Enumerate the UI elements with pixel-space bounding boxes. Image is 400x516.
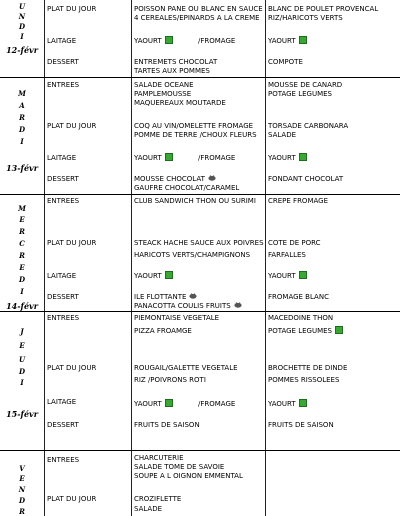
day-letter: A bbox=[19, 101, 25, 110]
day-letter: J bbox=[20, 327, 24, 336]
category-label-plat: PLAT DU JOUR bbox=[47, 239, 97, 247]
menu-item bbox=[134, 293, 197, 302]
menu-item: COMPOTE bbox=[268, 58, 303, 66]
menu-item bbox=[268, 327, 343, 336]
menu-item: CHARCUTERIE bbox=[134, 454, 184, 462]
day-letter: R bbox=[19, 507, 25, 516]
menu-item: POMMES RISSOLEES bbox=[268, 376, 340, 384]
menu-item: BLANC DE POULET PROVENCAL bbox=[268, 5, 379, 13]
day-letter: D bbox=[18, 125, 26, 134]
menu-item: RIZ/HARICOTS VERTS bbox=[268, 14, 343, 22]
menu-item: BROCHETTE DE DINDE bbox=[268, 364, 348, 372]
category-label-dessert: DESSERT bbox=[47, 293, 79, 301]
day-letter: I bbox=[20, 378, 24, 387]
menu-item: 4 CEREALES/EPINARDS A LA CREME bbox=[134, 14, 260, 22]
vegetarian-badge-icon bbox=[299, 271, 307, 279]
menu-item: FROMAGE BLANC bbox=[268, 293, 329, 301]
day-name-vertical bbox=[0, 451, 44, 516]
menu-item: CLUB SANDWICH THON OU SURIMI bbox=[134, 197, 256, 205]
category-label-entrees: ENTREES bbox=[47, 314, 80, 322]
day-block-lundi bbox=[0, 0, 400, 77]
day-letter: M bbox=[18, 204, 26, 213]
day-letter: I bbox=[20, 287, 24, 296]
menu-item-text: MOUSSE CHOCOLAT bbox=[134, 175, 205, 183]
menu-item: /FROMAGE bbox=[198, 154, 236, 162]
menu-item bbox=[268, 37, 307, 46]
pork-icon bbox=[234, 302, 242, 308]
day-name-vertical bbox=[0, 195, 44, 311]
day-letter: D bbox=[18, 22, 26, 31]
menu-item-text: POTAGE LEGUMES bbox=[268, 327, 332, 335]
category-label-laitage: LAITAGE bbox=[47, 398, 77, 406]
menu-item: PIEMONTAISE VEGETALE bbox=[134, 314, 220, 322]
menu-item: SALADE bbox=[134, 505, 163, 513]
day-letter: E bbox=[19, 263, 25, 272]
menu-item bbox=[134, 37, 173, 46]
day-letter: C bbox=[19, 239, 25, 248]
menu-item: POTAGE LEGUMES bbox=[268, 90, 332, 98]
day-date: 14-févr bbox=[6, 301, 38, 311]
day-letter: D bbox=[18, 367, 26, 376]
menu-item bbox=[134, 400, 173, 409]
menu-item: CREPE FROMAGE bbox=[268, 197, 328, 205]
menu-item-text: YAOURT bbox=[134, 37, 162, 45]
day-letter: M bbox=[18, 89, 26, 98]
menu-item: GAUFRE CHOCOLAT/CARAMEL bbox=[134, 184, 240, 192]
menu-item bbox=[134, 154, 173, 163]
menu-item: TARTES AUX POMMES bbox=[134, 67, 210, 75]
pork-icon bbox=[189, 293, 197, 299]
menu-item: PIZZA FROAMGE bbox=[134, 327, 192, 335]
category-label-dessert: DESSERT bbox=[47, 421, 79, 429]
day-letter: V bbox=[19, 464, 25, 473]
vegetarian-badge-icon bbox=[299, 153, 307, 161]
menu-item: PAMPLEMOUSSE bbox=[134, 90, 192, 98]
day-block-mardi bbox=[0, 77, 400, 194]
menu-item: HARICOTS VERTS/CHAMPIGNONS bbox=[134, 251, 251, 259]
menu-item: CROZIFLETTE bbox=[134, 495, 182, 503]
day-letter: R bbox=[19, 251, 25, 260]
menu-item: FRUITS DE SAISON bbox=[134, 421, 200, 429]
menu-item: COQ AU VIN/OMELETTE FROMAGE bbox=[134, 122, 254, 130]
menu-item: FARFALLES bbox=[268, 251, 306, 259]
menu-item: SOUPE A L OIGNON EMMENTAL bbox=[134, 472, 243, 480]
day-date: 12-févr bbox=[6, 45, 38, 55]
menu-item: POMME DE TERRE /CHOUX FLEURS bbox=[134, 131, 257, 139]
day-letter: U bbox=[18, 2, 26, 11]
menu-item: /FROMAGE bbox=[198, 37, 236, 45]
category-label-plat: PLAT DU JOUR bbox=[47, 364, 97, 372]
category-label-plat: PLAT DU JOUR bbox=[47, 5, 97, 13]
day-block-vendredi bbox=[0, 450, 400, 516]
category-label-laitage: LAITAGE bbox=[47, 37, 77, 45]
category-label-laitage: LAITAGE bbox=[47, 272, 77, 280]
vegetarian-badge-icon bbox=[165, 399, 173, 407]
category-label-entrees: ENTREES bbox=[47, 197, 80, 205]
day-letter: U bbox=[18, 355, 26, 364]
category-label-plat: PLAT DU JOUR bbox=[47, 495, 97, 503]
vegetarian-badge-icon bbox=[165, 153, 173, 161]
day-name-vertical bbox=[0, 0, 44, 77]
menu-item: SALADE bbox=[268, 131, 297, 139]
menu-item: SALADE OCEANE bbox=[134, 81, 194, 89]
category-label-dessert: DESSERT bbox=[47, 175, 79, 183]
menu-item: MACEDOINE THON bbox=[268, 314, 334, 322]
day-letter: E bbox=[19, 341, 25, 350]
day-letter: E bbox=[19, 474, 25, 483]
day-letter: N bbox=[18, 12, 26, 21]
menu-item bbox=[268, 154, 307, 163]
vegetarian-badge-icon bbox=[299, 399, 307, 407]
menu-item-text: ILE FLOTTANTE bbox=[134, 293, 187, 301]
day-letter: R bbox=[19, 113, 25, 122]
menu-item-text: YAOURT bbox=[134, 400, 162, 408]
menu-item: RIZ /POIVRONS ROTI bbox=[134, 376, 206, 384]
day-letter: I bbox=[20, 137, 24, 146]
menu-item: SALADE TOME DE SAVOIE bbox=[134, 463, 225, 471]
day-name-vertical bbox=[0, 78, 44, 194]
menu-item-text: YAOURT bbox=[268, 272, 296, 280]
menu-item-text: YAOURT bbox=[268, 37, 296, 45]
menu-item: /FROMAGE bbox=[198, 400, 236, 408]
menu-item-text: PANACOTTA COULIS FRUITS bbox=[134, 302, 231, 310]
pork-icon bbox=[208, 175, 216, 181]
menu-item: STEACK HACHE SAUCE AUX POIVRES bbox=[134, 239, 264, 247]
menu-item bbox=[134, 272, 173, 281]
menu-item: ENTREMETS CHOCOLAT bbox=[134, 58, 218, 66]
day-letter: I bbox=[20, 32, 24, 41]
category-label-laitage: LAITAGE bbox=[47, 154, 77, 162]
day-letter: D bbox=[18, 275, 26, 284]
day-letter: D bbox=[18, 496, 26, 505]
vegetarian-badge-icon bbox=[165, 36, 173, 44]
menu-item-text: YAOURT bbox=[268, 400, 296, 408]
menu-item: POISSON PANE OU BLANC EN SAUCE bbox=[134, 5, 263, 13]
day-date: 13-févr bbox=[6, 163, 38, 173]
menu-item-text: YAOURT bbox=[268, 154, 296, 162]
vegetarian-badge-icon bbox=[299, 36, 307, 44]
menu-item-text: YAOURT bbox=[134, 154, 162, 162]
menu-item: TORSADE CARBONARA bbox=[268, 122, 349, 130]
day-letter: R bbox=[19, 227, 25, 236]
menu-item: MOUSSE DE CANARD bbox=[268, 81, 343, 89]
category-label-dessert: DESSERT bbox=[47, 58, 79, 66]
vegetarian-badge-icon bbox=[165, 271, 173, 279]
category-label-plat: PLAT DU JOUR bbox=[47, 122, 97, 130]
menu-item bbox=[134, 302, 242, 311]
day-block-mercredi bbox=[0, 194, 400, 311]
day-date: 15-févr bbox=[6, 409, 38, 419]
menu-item: FONDANT CHOCOLAT bbox=[268, 175, 344, 183]
vegetarian-badge-icon bbox=[335, 326, 343, 334]
menu-item bbox=[268, 272, 307, 281]
day-letter: N bbox=[18, 485, 26, 494]
category-label-entrees: ENTREES bbox=[47, 81, 80, 89]
menu-item: ROUGAIL/GALETTE VEGETALE bbox=[134, 364, 238, 372]
menu-item: COTE DE PORC bbox=[268, 239, 321, 247]
menu-item: FRUITS DE SAISON bbox=[268, 421, 334, 429]
menu-item bbox=[268, 400, 307, 409]
day-name-vertical bbox=[0, 312, 44, 450]
day-block-jeudi bbox=[0, 311, 400, 450]
menu-item-text: YAOURT bbox=[134, 272, 162, 280]
menu-item bbox=[134, 175, 216, 184]
menu-item: MAQUEREAUX MOUTARDE bbox=[134, 99, 226, 107]
category-label-entrees: ENTREES bbox=[47, 456, 80, 464]
day-letter: E bbox=[19, 215, 25, 224]
